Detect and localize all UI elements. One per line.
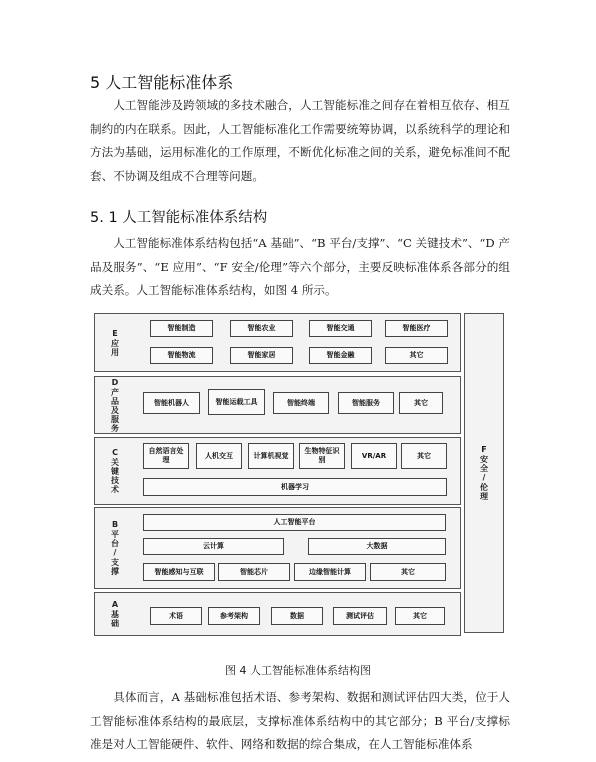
structure-paragraph: 人工智能标准体系结构包括“A 基础”、“B 平台/支撑”、“C 关键技术”、“D 产品及服务”、“E 应用”、“F 安全/伦理”等六个部分，主要反映标准体系各部分的组成关系。人工智能标准体系结构，如图 4 所示。 [90, 236, 510, 297]
box-e-4: 智能医疗 [385, 320, 448, 337]
box-d-4: 智能服务 [338, 392, 394, 414]
box-a-2: 参考架构 [208, 607, 260, 625]
section-c-key-tech [94, 437, 461, 505]
section-d-products [94, 376, 461, 434]
intro-paragraph: 人工智能涉及跨领域的多技术融合，人工智能标准之间存在着相互依存、相互制约的内在联系。因此，人工智能标准化工作需要统筹协调，以系统科学的理论和方法为基础，运用标准化的工作原理，不断优化标准之间的关系，避免标准间不配套、不协调及组成不合理等问题。 [90, 98, 510, 183]
box-e-3: 智能交通 [309, 320, 372, 337]
box-b-platform: 人工智能平台 [143, 514, 446, 531]
box-a-5: 其它 [395, 607, 445, 625]
section-f-security-ethics [464, 313, 504, 633]
box-b-bigdata: 大数据 [308, 538, 446, 555]
box-c-2: 人机交互 [196, 443, 242, 469]
box-d-1: 智能机器人 [143, 392, 200, 414]
box-b-3-3: 边缘智能计算 [294, 563, 366, 581]
box-b-3-1: 智能感知与互联 [143, 563, 215, 581]
box-a-4: 测试评估 [333, 607, 387, 625]
section-e-application [94, 313, 461, 372]
section-c-label: C关键技术 [110, 448, 120, 494]
box-b-3-2: 智能芯片 [218, 563, 290, 581]
box-b-cloud: 云计算 [143, 538, 284, 555]
section-b-platform [94, 507, 461, 589]
box-c-4: 生物特征识别 [299, 443, 345, 469]
box-d-5: 其它 [399, 392, 443, 414]
box-e-1: 智能制造 [150, 320, 213, 337]
box-c-3: 计算机视觉 [248, 443, 294, 469]
section-a-foundation [94, 592, 461, 636]
section-d-label: D产品及服务 [110, 377, 120, 433]
figure-caption: 图 4 人工智能标准体系结构图 [225, 664, 371, 677]
box-d-2: 智能运载工具 [208, 389, 265, 415]
standards-architecture-figure [87, 309, 506, 642]
section-f-label: F安全/伦理 [479, 445, 489, 501]
box-e-6: 智能家居 [230, 347, 293, 364]
box-e-8: 其它 [385, 347, 448, 364]
box-a-3: 数据 [271, 607, 323, 625]
box-c-machine-learning: 机器学习 [143, 478, 447, 496]
box-a-1: 术语 [150, 607, 202, 625]
box-e-7: 智能金融 [309, 347, 372, 364]
box-c-1: 自然语言处理 [143, 443, 189, 469]
box-d-3: 智能终端 [273, 392, 329, 414]
section-e-label: E应用 [110, 328, 120, 357]
box-b-3-4: 其它 [370, 563, 446, 581]
box-c-5: VR/AR [351, 443, 397, 469]
section-b-label: B平台/支撑 [110, 520, 120, 576]
box-c-6: 其它 [401, 443, 447, 469]
section-a-label: A基础 [110, 600, 120, 628]
box-e-2: 智能农业 [230, 320, 293, 337]
closing-paragraph: 具体而言，A 基础标准包括术语、参考架构、数据和测试评估四大类，位于人工智能标准体系结构的最底层，支撑标准体系结构中的其它部分；B 平台/支撑标准是对人工智能硬件、软件、网络和数据的综合集成，在人工智能标准体系 [90, 690, 510, 751]
subsection-heading: 5. 1 人工智能标准体系结构 [90, 210, 268, 226]
section-heading: 5 人工智能标准体系 [90, 73, 234, 92]
box-e-5: 智能物流 [150, 347, 213, 364]
